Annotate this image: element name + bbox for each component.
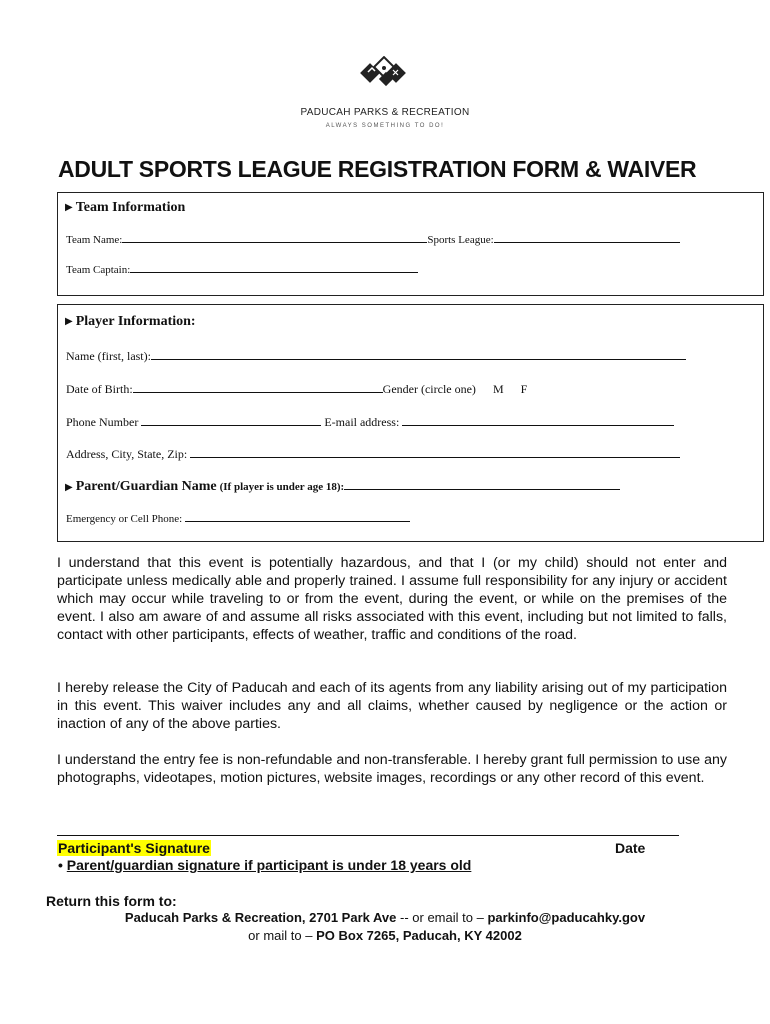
dob-field[interactable] [133, 382, 383, 393]
guardian-name-field[interactable] [344, 479, 620, 490]
team-captain-label: Team Captain: [66, 264, 131, 276]
mail-prefix: or mail to – [248, 928, 313, 943]
address-label: Address, City, State, Zip: [66, 447, 188, 461]
team-name-row [66, 232, 680, 246]
po-box: PO Box 7265, Paducah, KY 42002 [316, 928, 522, 943]
triangle-bullet-icon: ▶ [65, 316, 73, 327]
waiver-paragraph-2: I hereby release the City of Paducah and each of its agents from any liability arising out of my participation in this event. This waiver includes any and all claims, whether caused by negligence or the action or inaction of any of the above parties. [57, 680, 727, 732]
emergency-phone-field[interactable] [185, 511, 410, 522]
form-title: ADULT SPORTS LEAGUE REGISTRATION FORM & WAIVER [58, 156, 697, 182]
emergency-label: Emergency or Cell Phone: [66, 513, 183, 525]
name-field[interactable] [151, 349, 686, 360]
email-label: E-mail address: [324, 415, 400, 429]
team-name-field[interactable] [122, 232, 427, 243]
phone-email-row [66, 415, 674, 430]
player-information-section [57, 304, 764, 542]
return-mail-line [0, 928, 770, 943]
return-heading: Return this form to: [46, 893, 177, 909]
team-information-section [57, 192, 764, 296]
date-label: Date [615, 840, 646, 856]
email-field[interactable] [402, 415, 674, 426]
name-row [66, 349, 686, 364]
phone-field[interactable] [141, 415, 321, 426]
address-row [66, 447, 680, 462]
guardian-signature-text: Parent/guardian signature if participant is under 18 years old [66, 857, 472, 873]
return-email[interactable]: parkinfo@paducahky.gov [487, 910, 646, 925]
team-name-label: Team Name: [66, 234, 123, 246]
address-field[interactable] [190, 447, 680, 458]
name-label: Name (first, last): [66, 349, 151, 363]
bullet: • [58, 857, 63, 873]
org-name: PADUCAH PARKS & RECREATION [300, 107, 470, 118]
guardian-heading: Parent/Guardian Name [75, 479, 217, 494]
team-captain-field[interactable] [130, 262, 418, 273]
sports-league-field[interactable] [494, 232, 680, 243]
triangle-bullet-icon: ▶ [65, 482, 73, 493]
participant-signature-label: Participant's Signature [58, 840, 210, 856]
tagline: ALWAYS SOMETHING TO DO! [325, 123, 445, 129]
gender-label: Gender (circle one) [382, 382, 476, 396]
player-information-heading: ▶ Player Information: [65, 314, 196, 329]
paducah-parks-logo [355, 56, 415, 92]
guardian-note: (If player is under age 18): [219, 481, 345, 493]
gender-option-m[interactable]: M [492, 382, 504, 396]
sports-league-label: Sports League: [427, 234, 494, 246]
guardian-signature-note [58, 857, 471, 873]
email-prefix: -- or email to – [400, 910, 484, 925]
guardian-row [65, 479, 620, 495]
return-address-line [0, 910, 770, 925]
triangle-bullet-icon: ▶ [65, 202, 73, 213]
team-captain-row [66, 262, 418, 276]
gender-option-f[interactable]: F [520, 382, 528, 396]
return-address: Paducah Parks & Recreation, 2701 Park Ave [124, 910, 397, 925]
phone-label: Phone Number [66, 415, 139, 429]
dob-gender-row [66, 382, 527, 397]
signature-line[interactable] [57, 835, 679, 836]
team-information-heading: ▶ Team Information [65, 200, 186, 215]
waiver-paragraph-3: I understand the entry fee is non-refundable and non-transferable. I hereby grant full permission to use any photographs, videotapes, motion pictures, website images, recordings or any other record of this event. [57, 752, 727, 786]
emergency-row [66, 511, 410, 525]
dob-label: Date of Birth: [66, 382, 133, 396]
waiver-paragraph-1: I understand that this event is potentially hazardous, and that I (or my child) should not enter and participate unless medically able and properly trained. I assume full responsibility for any injury or accident which may occur while traveling to or from the event, during the event, or while on the premises of the event. I also am aware of and assume all risks associated with this event, including but not limited to falls, contact with other participants, effects of weather, traffic and conditions of the road. [57, 555, 727, 643]
